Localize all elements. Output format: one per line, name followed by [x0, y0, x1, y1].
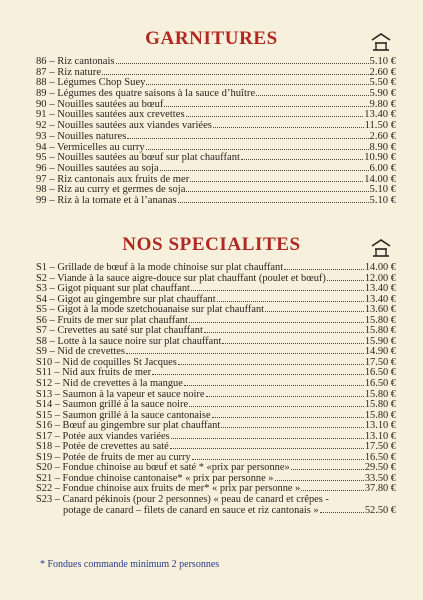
list-item	[36, 142, 396, 153]
list-item	[36, 389, 396, 400]
item-name: S7 – Crevettes au saté sur plat chauffant	[36, 325, 203, 337]
item-name: S17 – Potée aux viandes variées	[36, 430, 170, 442]
item-name: S18 – Potée de crevettes au saté	[36, 441, 169, 453]
leader-dots	[146, 84, 368, 85]
list-item	[36, 174, 396, 185]
list-item	[36, 462, 396, 473]
item-price: 10.90 €	[364, 152, 396, 164]
leader-dots	[221, 427, 364, 428]
item-price: 15.80 €	[364, 399, 396, 411]
item-name: S16 – Bœuf au gingembre sur plat chauffant	[36, 420, 221, 432]
item-name: 90 – Nouilles sautées au bœuf	[36, 98, 164, 110]
item-price: 11.50 €	[364, 120, 396, 132]
item-price: 13.60 €	[364, 304, 396, 316]
item-price: 5.10 €	[369, 184, 396, 196]
item-price: 16.50 €	[364, 378, 396, 390]
item-name: S11 – Nid aux fruits de mer	[36, 367, 152, 379]
item-name: S20 – Fondue chinoise au bœuf et saté * «prix par personne»	[36, 462, 290, 474]
leader-dots	[126, 353, 364, 354]
list-item	[36, 325, 396, 336]
item-name: 94 – Vermicelles au curry	[36, 141, 145, 153]
garnitures-title: GARNITURES	[145, 28, 278, 49]
item-price: 2.60 €	[369, 130, 396, 142]
list-item	[36, 152, 396, 163]
leader-dots	[265, 311, 364, 312]
item-price: 15.80 €	[364, 314, 396, 326]
list-item	[36, 294, 396, 305]
item-name-continued: potage de canard – filets de canard en sauce et riz cantonais »	[63, 504, 319, 516]
list-item	[36, 67, 396, 78]
item-price: 37.80 €	[364, 483, 396, 495]
specialites-title: NOS SPECIALITES	[122, 234, 301, 255]
list-item	[36, 88, 396, 99]
item-name: 99 – Riz à la tomate et à l’ananas	[36, 194, 177, 206]
item-name: 95 – Nouilles sautées au bœuf sur plat chauffant	[36, 152, 240, 164]
leader-dots	[152, 374, 364, 375]
leader-dots	[160, 170, 369, 171]
list-item	[36, 420, 396, 431]
item-price: 14.00 €	[364, 262, 396, 273]
list-item	[36, 56, 396, 67]
leader-dots	[301, 490, 363, 491]
leader-dots	[170, 448, 364, 449]
leader-dots	[212, 417, 364, 418]
item-price: 52.50 €	[364, 504, 396, 516]
item-name: 98 – Riz au curry et germes de soja	[36, 184, 186, 196]
list-item	[36, 273, 396, 284]
leader-dots	[178, 364, 364, 365]
leader-dots	[222, 343, 363, 344]
leader-dots	[217, 301, 364, 302]
leader-dots	[189, 322, 364, 323]
list-item	[36, 304, 396, 315]
garnitures-list	[36, 56, 396, 206]
item-name: S4 – Gigot au gingembre sur plat chauffant	[36, 293, 216, 305]
leader-dots	[186, 116, 364, 117]
list-item	[36, 357, 396, 368]
item-name: S3 – Gigot piquant sur plat chauffant	[36, 283, 190, 295]
item-price: 2.60 €	[369, 66, 396, 78]
item-price: 5.90 €	[369, 88, 396, 100]
item-name: S23 – Canard pékinois (pour 2 personnes) « peau de canard et crêpes -	[36, 494, 329, 506]
item-price: 29.50 €	[364, 462, 396, 474]
item-name: 92 – Nouilles sautées aux viandes variées	[36, 120, 212, 132]
list-item	[36, 315, 396, 326]
item-price: 13.40 €	[364, 109, 396, 121]
pagoda-icon	[370, 32, 392, 52]
leader-dots	[206, 396, 364, 397]
leader-dots	[184, 385, 364, 386]
item-price: 6.00 €	[369, 162, 396, 174]
list-item	[36, 494, 396, 505]
item-name: 89 – Légumes des quatre saisons à la sauce d’huître	[36, 88, 256, 100]
fondue-note: * Fondues commande minimum 2 personnes	[40, 559, 220, 570]
leader-dots	[189, 406, 364, 407]
leader-dots	[164, 106, 368, 107]
item-name: S9 – Nid de crevettes	[36, 346, 125, 358]
leader-dots	[116, 63, 369, 64]
item-price: 33.50 €	[364, 472, 396, 484]
list-item	[36, 120, 396, 131]
list-item	[36, 77, 396, 88]
item-name: 88 – Légumes Chop Suey	[36, 77, 146, 89]
item-price: 14.00 €	[364, 173, 396, 185]
item-name: S6 – Fruits de mer sur plat chauffant	[36, 314, 188, 326]
item-name: S8 – Lotte à la sauce noire sur plat chauffant	[36, 335, 222, 347]
specialites-list	[36, 262, 396, 515]
list-item	[36, 99, 396, 110]
item-name: 93 – Nouilles natures	[36, 130, 127, 142]
list-item	[36, 163, 396, 174]
leader-dots	[327, 280, 364, 281]
item-name: S19 – Potée de fruits de mer au curry	[36, 451, 191, 463]
item-name: S12 – Nid de crevettes à la mangue	[36, 378, 183, 390]
item-name: S1 – Grillade de bœuf à la mode chinoise sur plat chauffant	[36, 262, 284, 273]
leader-dots	[241, 159, 363, 160]
item-name: S10 – Nid de coquilles St Jacques	[36, 356, 177, 368]
item-price: 15.80 €	[364, 325, 396, 337]
item-price: 12.00 €	[364, 272, 396, 284]
list-item	[36, 367, 396, 378]
list-item	[36, 399, 396, 410]
leader-dots	[192, 459, 364, 460]
list-item	[36, 283, 396, 294]
leader-dots	[204, 332, 364, 333]
item-price: 8.90 €	[369, 141, 396, 153]
leader-dots	[191, 290, 364, 291]
item-price: 5.10 €	[369, 56, 396, 67]
leader-dots	[178, 202, 369, 203]
list-item-continuation	[36, 505, 396, 516]
leader-dots	[146, 149, 369, 150]
item-price: 16.50 €	[364, 451, 396, 463]
list-item	[36, 378, 396, 389]
item-price: 15.80 €	[364, 409, 396, 421]
leader-dots	[171, 438, 364, 439]
leader-dots	[291, 469, 364, 470]
item-name: 96 – Nouilles sautées au soja	[36, 162, 159, 174]
list-item	[36, 195, 396, 206]
item-name: S22 – Fondue chinoise aux fruits de mer* « prix par personne »	[36, 483, 301, 495]
item-price: 14.90 €	[364, 346, 396, 358]
leader-dots	[190, 181, 363, 182]
item-price: 15.90 €	[364, 335, 396, 347]
item-price: 17.50 €	[364, 356, 396, 368]
list-item	[36, 452, 396, 463]
item-price: 13.10 €	[364, 420, 396, 432]
item-name: S21 – Fondue chinoise cantonaise* « prix par personne »	[36, 472, 274, 484]
list-item	[36, 441, 396, 452]
item-price: 5.50 €	[369, 77, 396, 89]
item-price: 16.50 €	[364, 367, 396, 379]
item-price: 9.80 €	[369, 98, 396, 110]
pagoda-icon	[370, 238, 392, 258]
item-name: S13 – Saumon à la vapeur et sauce noire	[36, 388, 205, 400]
item-price: 13.40 €	[364, 293, 396, 305]
list-item	[36, 109, 396, 120]
leader-dots	[284, 269, 364, 270]
leader-dots	[256, 95, 368, 96]
item-name: 87 – Riz nature	[36, 66, 102, 78]
item-name: 97 – Riz cantonais aux fruits de mer	[36, 173, 190, 185]
list-item	[36, 410, 396, 421]
leader-dots	[127, 138, 368, 139]
item-name: 86 – Riz cantonais	[36, 56, 115, 67]
item-name: S5 – Gigot à la mode szetchouanaise sur plat chauffant	[36, 304, 265, 316]
list-item	[36, 473, 396, 484]
leader-dots	[102, 74, 368, 75]
leader-dots	[320, 512, 364, 513]
leader-dots	[213, 127, 364, 128]
list-item	[36, 431, 396, 442]
item-price: 13.10 €	[364, 430, 396, 442]
item-price: 15.80 €	[364, 388, 396, 400]
list-item	[36, 184, 396, 195]
leader-dots	[186, 191, 368, 192]
item-name: S14 – Saumon grillé à la sauce noire	[36, 399, 189, 411]
list-item	[36, 262, 396, 273]
item-price: 5.10 €	[369, 194, 396, 206]
list-item	[36, 346, 396, 357]
list-item	[36, 483, 396, 494]
item-price: 17.50 €	[364, 441, 396, 453]
item-name: S2 – Viande à la sauce aigre-douce sur plat chauffant (poulet et bœuf)	[36, 272, 326, 284]
item-price: 13.40 €	[364, 283, 396, 295]
item-name: 91 – Nouilles sautées aux crevettes	[36, 109, 185, 121]
item-name: S15 – Saumon grillé à la sauce cantonaise	[36, 409, 211, 421]
list-item	[36, 336, 396, 347]
list-item	[36, 131, 396, 142]
leader-dots	[275, 480, 364, 481]
